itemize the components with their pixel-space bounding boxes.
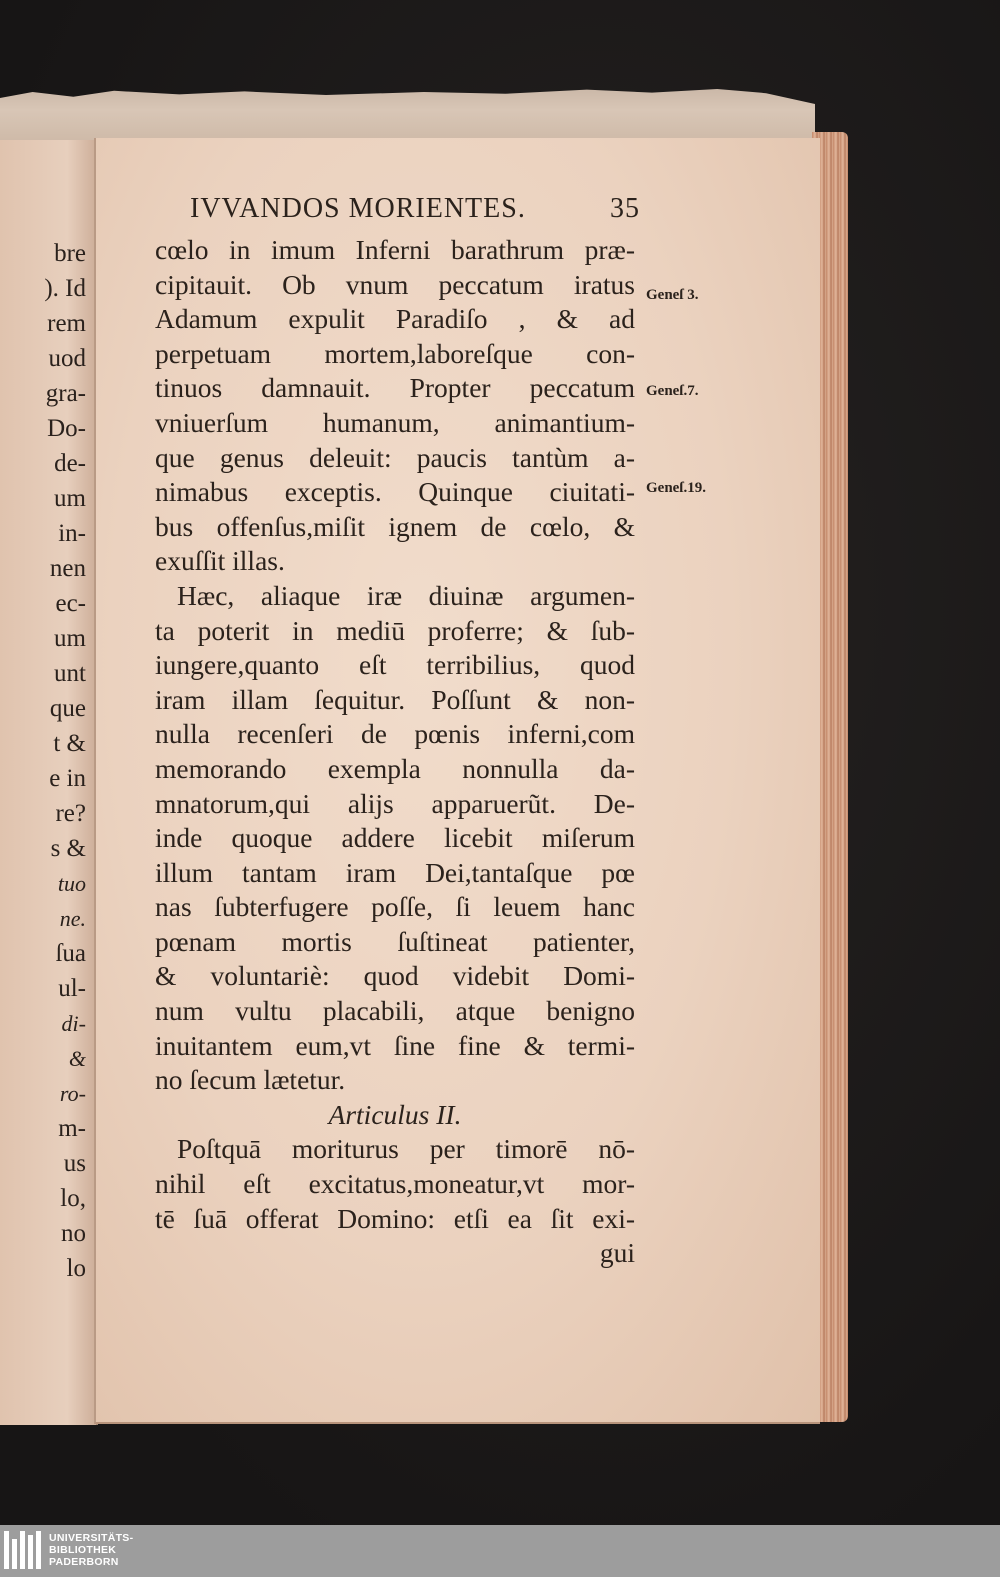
left-fragment: ne. <box>59 906 86 931</box>
left-fragment: um <box>54 625 86 652</box>
left-fragment: ro- <box>59 1081 86 1106</box>
left-fragment: lo <box>66 1255 86 1282</box>
text-line: nimabus exceptis. Quinque ciuitati- <box>155 476 635 508</box>
page-number: 35 <box>610 193 640 224</box>
left-fragment: no <box>61 1220 86 1247</box>
text-line: Adamum expulit Paradiſo , & ad <box>155 303 635 335</box>
text-line: perpetuam mortem,laboreſque con- <box>155 337 635 369</box>
text-line: inde quoque addere licebit miſerum <box>155 822 635 854</box>
left-fragment: di- <box>61 1011 86 1036</box>
left-fragment: m- <box>58 1115 86 1142</box>
logo-bars-icon <box>4 1531 41 1569</box>
left-fragment: ſua <box>55 940 86 967</box>
left-fragment: unt <box>54 660 86 687</box>
left-fragment: nen <box>49 555 86 582</box>
left-page-fragments <box>44 236 86 1286</box>
left-fragment: us <box>63 1150 86 1177</box>
left-fragment: tuo <box>57 871 86 896</box>
library-logo <box>4 1528 133 1572</box>
text-line: memorando exempla nonnulla da- <box>155 752 635 784</box>
text-line: Poſtquā moriturus per timorē nō- <box>177 1133 635 1165</box>
left-fragment: que <box>49 695 86 722</box>
left-page <box>0 140 98 1425</box>
text-line: exuſſit illas. <box>155 545 285 577</box>
left-fragment: um <box>54 485 86 512</box>
text-line: ta poterit in mediū proferre; & ſub- <box>155 614 635 646</box>
text-line: que genus deleuit: paucis tantùm a- <box>155 441 635 473</box>
left-fragment: uod <box>48 345 86 372</box>
binding-edge <box>0 86 815 146</box>
text-line: cipitauit. Ob vnum peccatum iratus <box>155 268 635 300</box>
text-line: & voluntariè: quod videbit Domi- <box>155 960 635 992</box>
running-head <box>190 193 640 225</box>
footer-bar <box>0 1525 1000 1577</box>
text-line: iram illam ſequitur. Poſſunt & non- <box>155 683 635 715</box>
left-fragment: & <box>68 1046 86 1071</box>
text-line: cœlo in imum Inferni barathrum præ- <box>155 234 635 265</box>
left-fragment: ul- <box>58 975 86 1002</box>
text-line: nas ſubterfugere poſſe, ſi leuem hanc <box>155 891 635 923</box>
running-head-title: IVVANDOS MORIENTES. <box>190 193 526 224</box>
left-fragment: s & <box>50 835 86 862</box>
left-fragment: in- <box>58 520 86 547</box>
left-fragment: bre <box>54 240 86 267</box>
left-fragment: rem <box>47 310 86 337</box>
left-fragment: gra- <box>45 380 86 407</box>
text-line: no ſecum lætetur. <box>155 1064 346 1096</box>
logo-line: UNIVERSITÄTS- <box>49 1532 134 1544</box>
text-line: mnatorum,qui alijs apparuerũt. De- <box>155 787 635 819</box>
text-line: Hæc, aliaque iræ diuinæ argumen- <box>177 579 635 611</box>
text-line: inuitantem eum,vt ſine fine & termi- <box>155 1029 635 1061</box>
margin-note: Geneſ.19. <box>646 480 706 496</box>
text-line: vniuerſum humanum, animantium- <box>155 406 635 438</box>
logo-line: PADERBORN <box>49 1556 119 1568</box>
left-fragment: de- <box>54 450 86 477</box>
text-line: num vultu placabili, atque benigno <box>155 995 635 1027</box>
left-fragment: t & <box>53 730 86 757</box>
text-line: iungere,quanto eſt terribilius, quod <box>155 649 635 681</box>
catchword: gui <box>599 1237 635 1269</box>
body-text <box>155 233 635 1271</box>
margin-note: Geneſ 3. <box>646 287 699 303</box>
text-line: illum tantam iram Dei,tantaſque pœ <box>155 856 635 888</box>
text-line: pœnam mortis ſuſtineat patienter, <box>155 925 635 957</box>
margin-note: Geneſ.7. <box>646 383 699 399</box>
section-heading: Articulus II. <box>328 1098 462 1130</box>
text-line: nihil eſt excitatus,moneatur,vt mor- <box>155 1168 635 1200</box>
logo-text <box>49 1532 133 1568</box>
left-fragment: lo, <box>60 1185 86 1212</box>
left-fragment: ec- <box>55 590 86 617</box>
left-fragment: Do- <box>47 415 86 442</box>
text-line: tē ſuā offerat Domino: etſi ea ſit exi- <box>155 1202 635 1234</box>
logo-line: BIBLIOTHEK <box>49 1544 117 1556</box>
text-line: nulla recenſeri de pœnis inferni,com <box>155 718 635 750</box>
left-fragment: re? <box>55 800 86 827</box>
left-fragment: e in <box>49 765 86 792</box>
left-fragment: ). Id <box>44 275 86 302</box>
text-line: bus offenſus,miſit ignem de cœlo, & <box>155 510 635 542</box>
text-line: tinuos damnauit. Propter peccatum <box>155 372 635 404</box>
